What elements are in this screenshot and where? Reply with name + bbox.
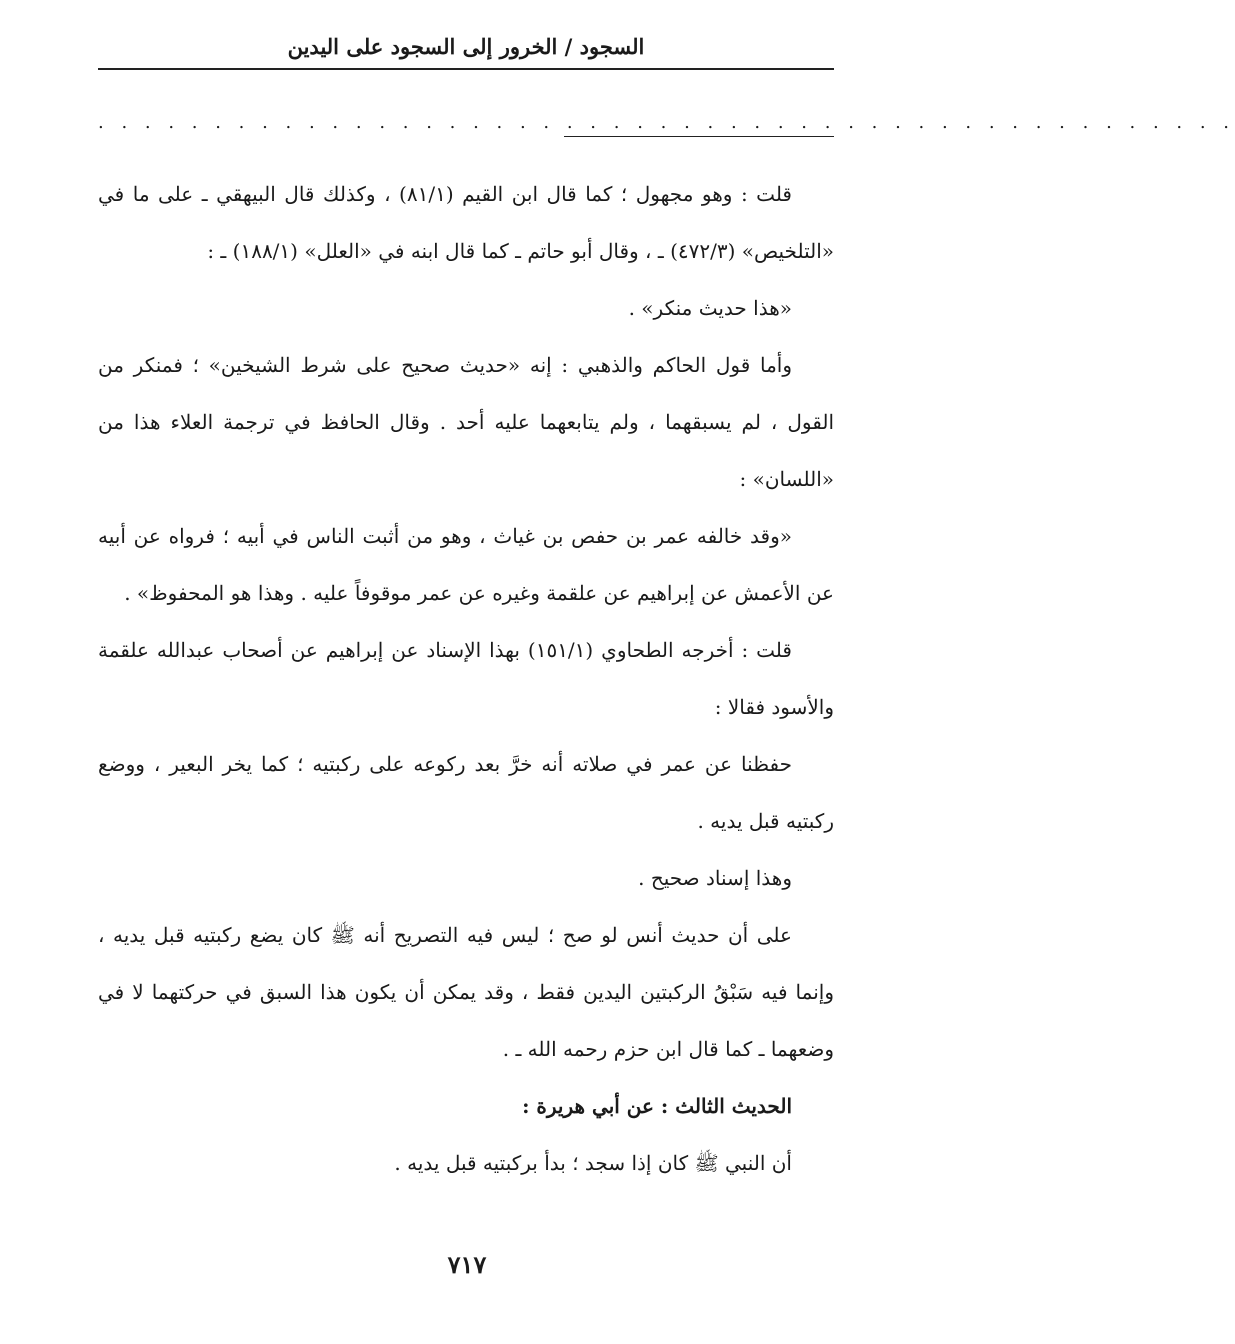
body-text	[98, 166, 834, 1192]
quote-munkar: «هذا حديث منكر» .	[628, 296, 792, 320]
paragraph-anas-hadith: على أن حديث أنس لو صح ؛ ليس فيه التصريح أنه ﷺ كان يضع ركبتيه قبل يديه ، وإنما فيه سَبْقُ الركبتين اليدين فقط ، وقد يمكن أن يكون هذا السبق في حركتهما لا في وضعهما ـ كما قال ابن حزم رحمه الله ـ .	[98, 923, 834, 1061]
paragraph-narrator-critique: قلت : وهو مجهول ؛ كما قال ابن القيم (٨١/١) ، وكذلك قال البيهقي ـ على ما في «التلخيص» (٤٧٢/٣) ـ ، وقال أبو حاتم ـ كما قال ابنه في «العلل» (١٨٨/١) ـ :	[98, 182, 834, 263]
separator-underline	[564, 136, 834, 137]
header-rule	[98, 68, 834, 70]
paragraph-isnad-sahih: وهذا إسناد صحيح .	[638, 866, 792, 890]
separator-dots: . . . . . . . . . . . . . . . . . . . . . . . . . . . . . . . . . . . . . . . . . . . . . . . . .	[98, 112, 1235, 133]
running-head: السجود / الخرور إلى السجود على اليدين	[287, 34, 645, 59]
quote-lisan: «وقد خالفه عمر بن حفص بن غياث ، وهو من أثبت الناس في أبيه ؛ فرواه عن أبيه عن الأعمش عن إبراهيم عن علقمة وغيره عن عمر موقوفاً عليه . وهذا هو المحفوظ» .	[98, 524, 834, 605]
paragraph-hakim-dhahabi: وأما قول الحاكم والذهبي : إنه «حديث صحيح على شرط الشيخين» ؛ فمنكر من القول ، لم يسبقهما ، ولم يتابعهما عليه أحد . وقال الحافظ في ترجمة العلاء هذا من «اللسان» :	[98, 353, 834, 491]
paragraph-abu-hurayra: أن النبي ﷺ كان إذا سجد ؛ بدأ بركبتيه قبل يديه .	[394, 1151, 792, 1175]
paragraph-tahawi: قلت : أخرجه الطحاوي (١٥١/١) بهذا الإسناد عن إبراهيم عن أصحاب عبدالله علقمة والأسود فقالا :	[98, 638, 834, 719]
paragraph-umar-report: حفظنا عن عمر في صلاته أنه خرَّ بعد ركوعه على ركبتيه ؛ كما يخر البعير ، ووضع ركبتيه قبل يديه .	[98, 752, 834, 833]
third-hadith-heading: الحديث الثالث : عن أبي هريرة :	[522, 1094, 792, 1118]
page-number: ٧١٧	[447, 1250, 487, 1279]
